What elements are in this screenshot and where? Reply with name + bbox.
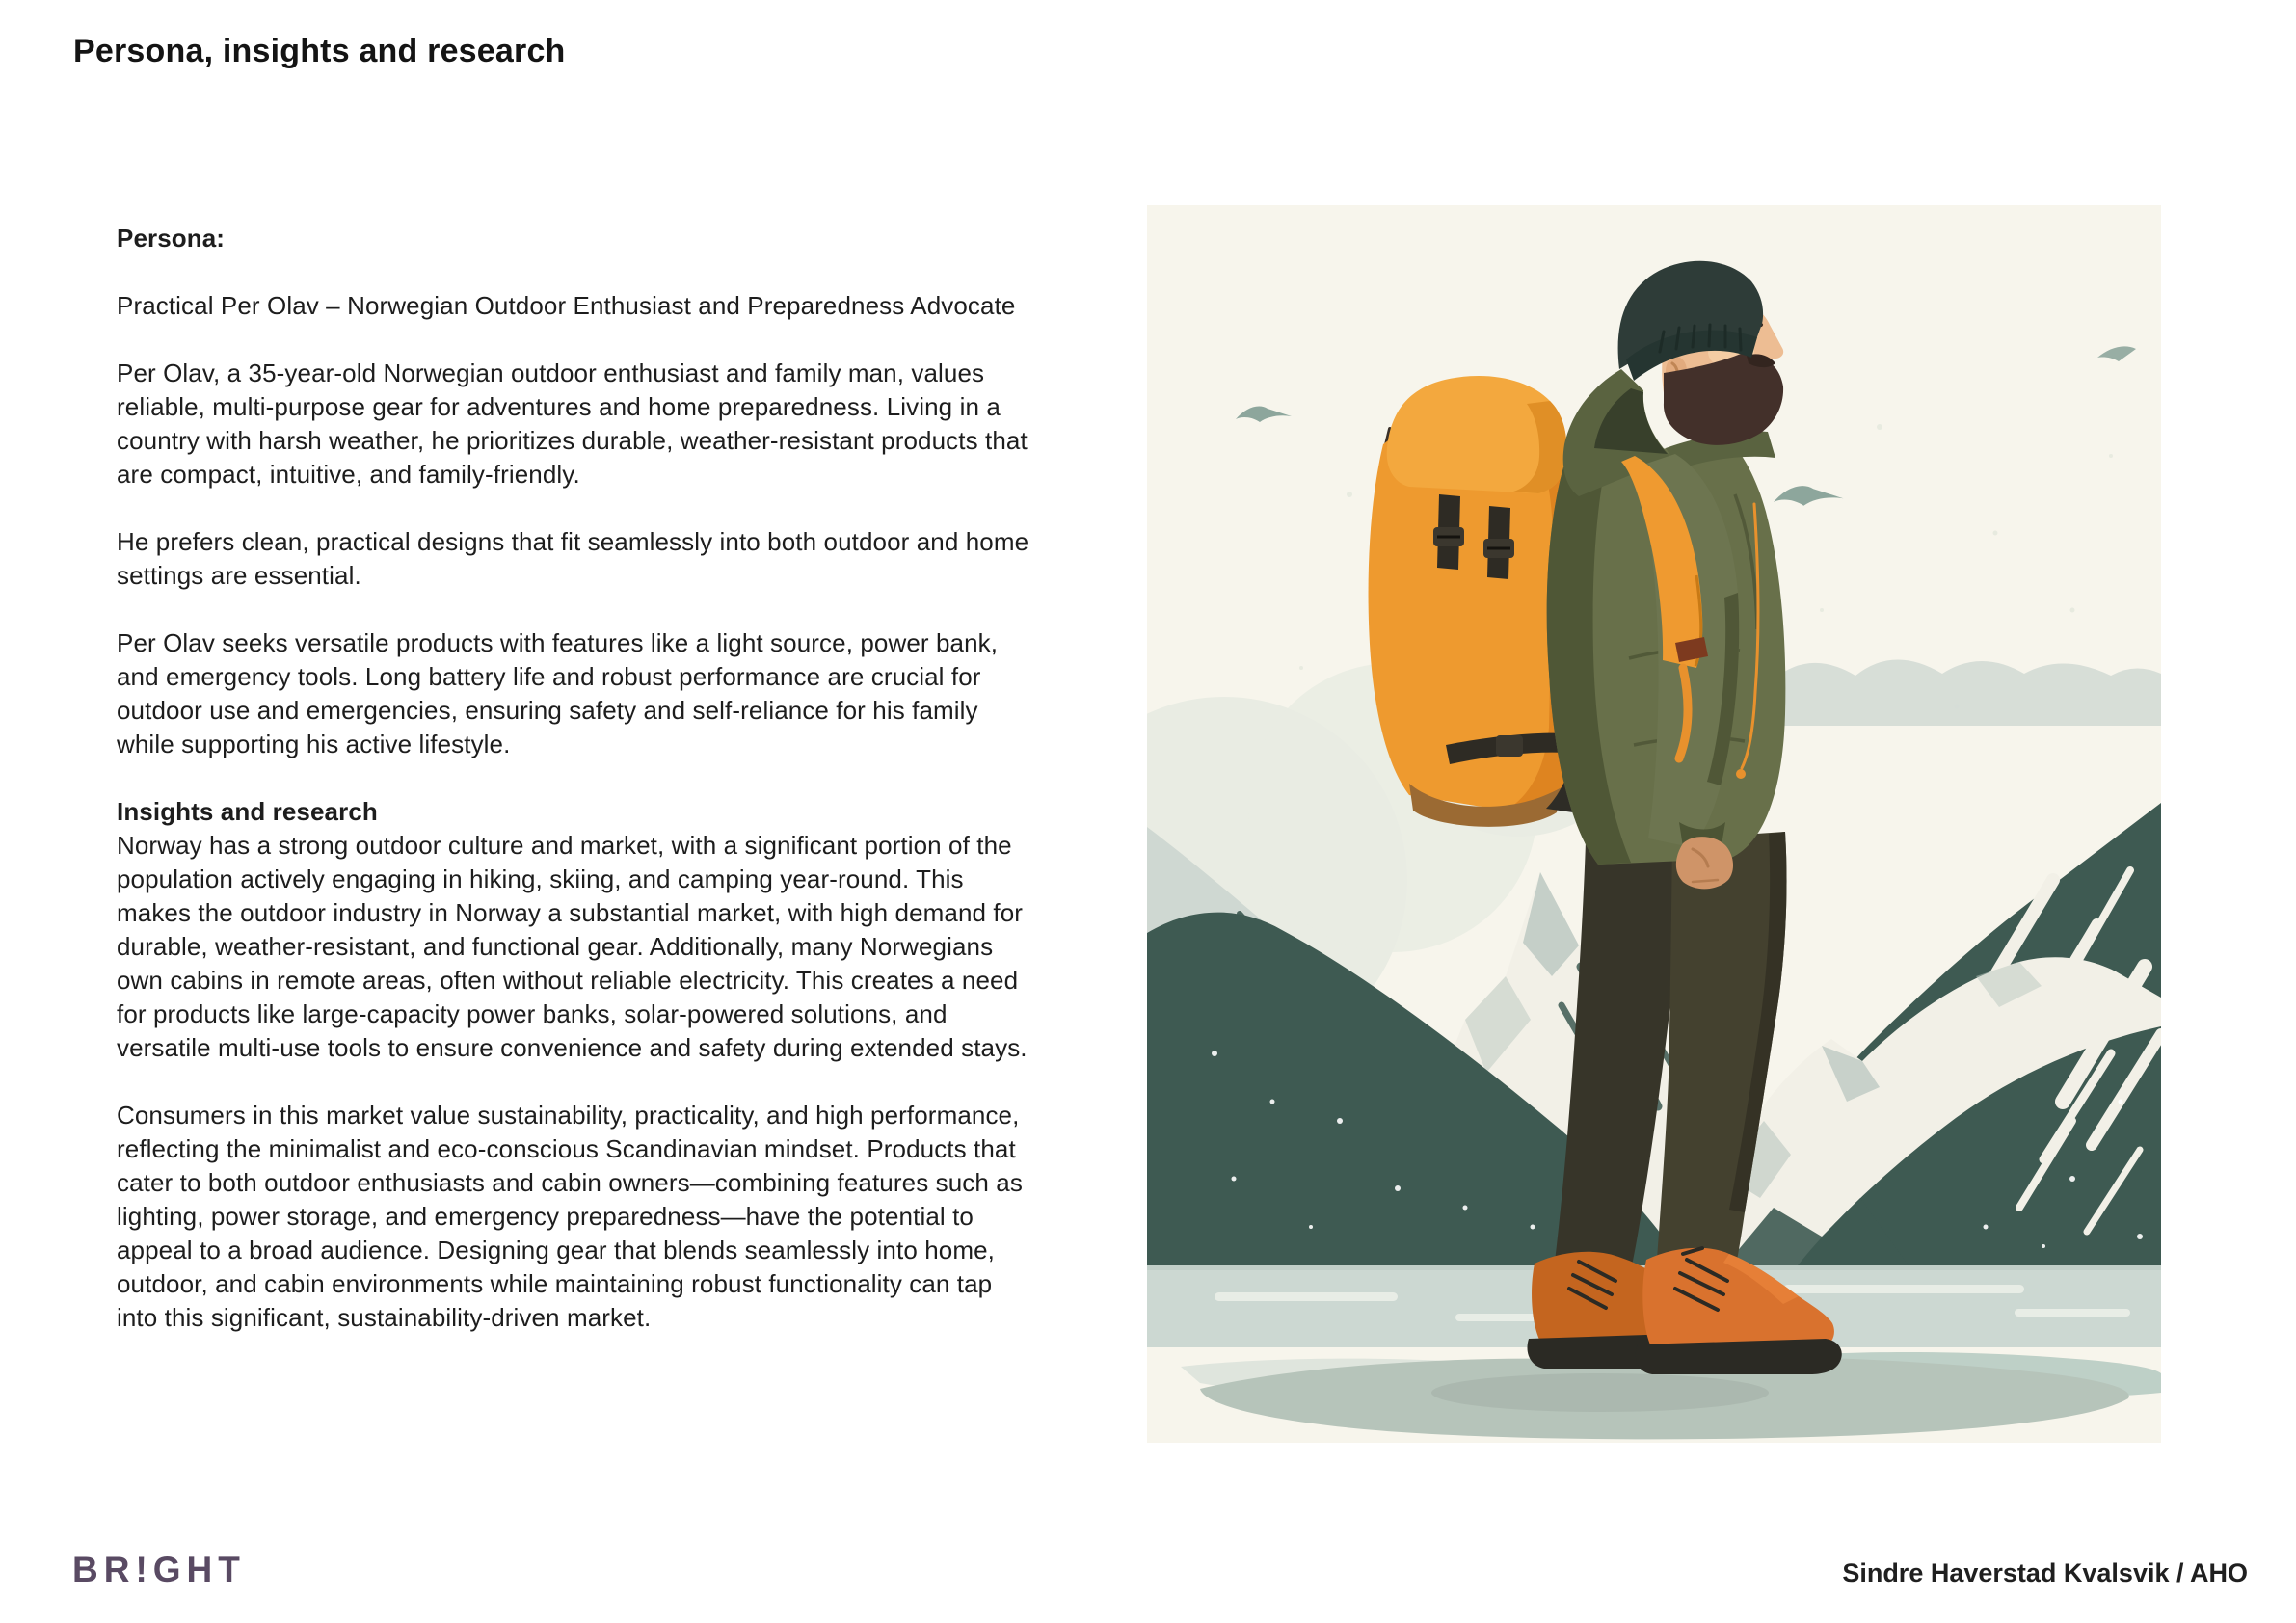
persona-text-column xyxy=(117,222,1030,1369)
page-title: Persona, insights and research xyxy=(73,33,566,69)
insights-heading: Insights and research xyxy=(117,797,378,826)
bright-logo: BR!GHT xyxy=(72,1550,246,1589)
author-credit: Sindre Haverstad Kvalsvik / AHO xyxy=(1842,1558,2248,1587)
persona-illustration xyxy=(1147,205,2161,1443)
hiker-mountain-scene xyxy=(1147,205,2161,1443)
persona-label: Persona: xyxy=(117,224,226,253)
insights-paragraph-1: Norway has a strong outdoor culture and market, with a significant portion of the population actively engaging in hiking, skiing, and camping year-round. This makes the outdoor industry in Norway a substantial market, with high demand for durable, weather-resistant, and functional gear. Additionally, many Norwegians own cabins in remote areas, often without reliable electricity. This creates a need for products like large-capacity power banks, solar-powered solutions, and versatile multi-use tools to ensure convenience and safety during extended stays. xyxy=(117,831,1028,1062)
persona-bio-paragraph: Per Olav, a 35-year-old Norwegian outdoor enthusiast and family man, values reliable, multi-purpose gear for adventures and home preparedness. Living in a country with harsh weather, he prioritizes durable, weather-resistant products that are compact, intuitive, and family-friendly. xyxy=(117,359,1028,489)
persona-title: Practical Per Olav – Norwegian Outdoor Enthusiast and Preparedness Advocate xyxy=(117,291,1016,320)
persona-design-paragraph: He prefers clean, practical designs that fit seamlessly into both outdoor and home settings are essential. xyxy=(117,527,1029,590)
persona-features-paragraph: Per Olav seeks versatile products with features like a light source, power bank, and emergency tools. Long battery life and robust performance are crucial for outdoor use and emergencies, ensuring safety and self-reliance for his family while supporting his active lifestyle. xyxy=(117,628,999,758)
insights-paragraph-2: Consumers in this market value sustainability, practicality, and high performance, reflecting the minimalist and eco-conscious Scandinavian mindset. Products that cater to both outdoor enthusiasts and cabin owners—combining features such as lighting, power storage, and emergency preparedness—have the potential to appeal to a broad audience. Designing gear that blends seamlessly into home, outdoor, and cabin environments while maintaining robust functionality can tap into this significant, sustainability-driven market. xyxy=(117,1101,1023,1332)
